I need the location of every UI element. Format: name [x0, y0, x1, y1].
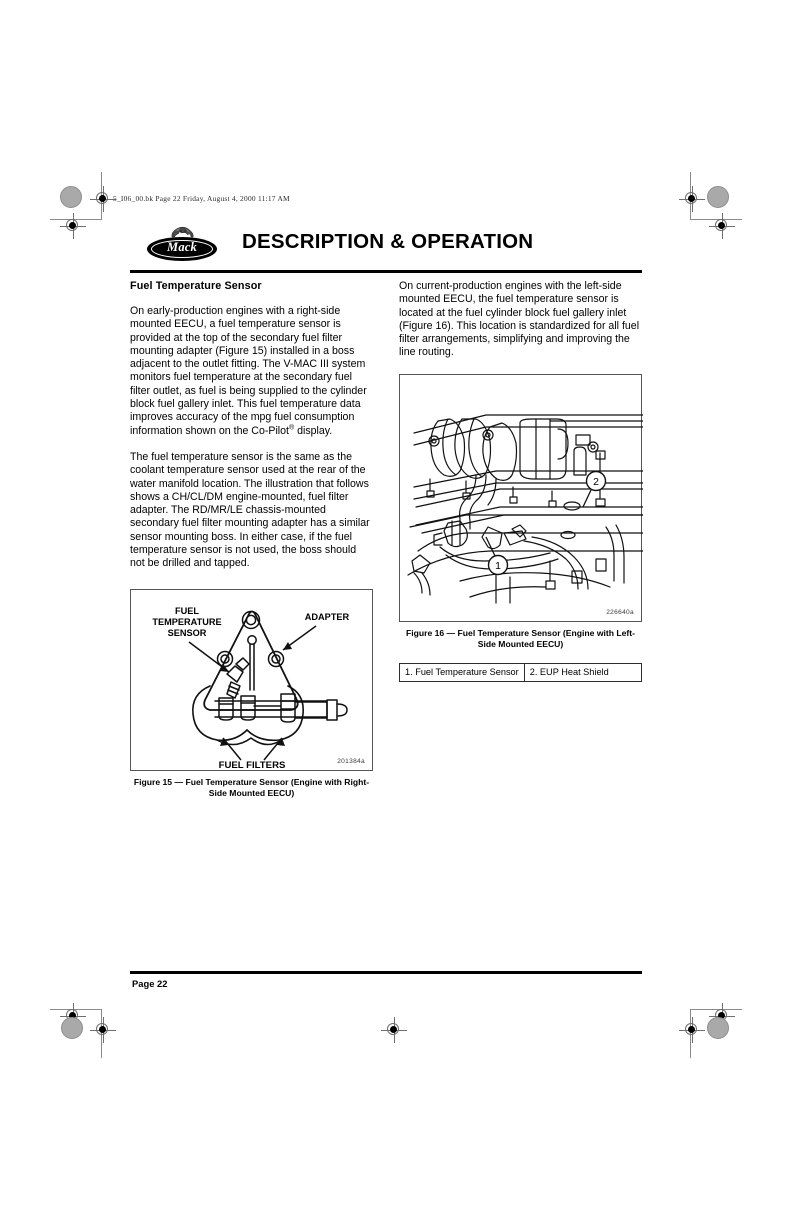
paragraph-left-1: [130, 305, 373, 438]
logo-oval-shape: [147, 237, 217, 261]
footer-rule: [130, 971, 642, 974]
figure-16-image: [399, 374, 642, 622]
figure-16-callout-1: [486, 537, 508, 575]
page-body: [130, 228, 642, 988]
registration-target-bottom-center: [381, 1017, 407, 1043]
registration-circle-top-left: [60, 186, 82, 208]
page-header-band: [130, 228, 642, 274]
svg-text:1: 1: [495, 559, 501, 572]
figure-15-label-adapter: ADAPTER: [304, 611, 350, 622]
figure-15-label-sensor-line1: FUEL: [175, 605, 199, 616]
registration-target-bottom-right: [679, 1017, 705, 1043]
figure-15-caption: Figure 15 — Fuel Temperature Sensor (Engine with Right-Side Mounted EECU): [133, 776, 370, 799]
header-rule: [130, 270, 642, 273]
figure-15-id: 201384a: [337, 757, 365, 765]
figure-16-id: 226640a: [606, 608, 634, 616]
legend-cell-2: 2. EUP Heat Shield: [529, 666, 609, 677]
paragraph-right-1: On current-production engines with the left-side mounted EECU, the fuel temperature sensor is located at the fuel cylinder block fuel gallery inlet (Figure 16). This location is standardized for all fuel filter arrangements, simplifying and improving the line routing.: [399, 280, 640, 359]
paragraph-left-2: The fuel temperature sensor is the same as the coolant temperature sensor used at the rear of the water manifold location. The illustration that follows shows a CH/CL/DM engine-mounted, fuel filter adapter. The RD/MR/LE chassis-mounted secondary fuel filter mounting adapter has a similar sensor mounting boss. In either case, if the fuel temperature sensor is not used, the boss should not be drilled and tapped.: [130, 450, 370, 570]
figure-15-label-fuel-filters: FUEL FILTERS: [218, 759, 286, 771]
left-column: [130, 280, 373, 799]
print-file-header: 5_I06_00.bk Page 22 Friday, August 4, 2000 11:17 AM: [113, 194, 290, 203]
registered-trademark-symbol: ®: [289, 424, 295, 432]
figure-15-label-sensor-line2: TEMPERATURE: [152, 616, 222, 627]
figure-16-legend-table: [399, 663, 642, 682]
figure-16-caption: Figure 16 — Fuel Temperature Sensor (Engine with Left-Side Mounted EECU): [405, 627, 636, 650]
registration-target-bottom-left: [90, 1017, 116, 1043]
logo-wordmark: Mack: [167, 240, 197, 254]
right-column: [399, 280, 642, 682]
registration-target-top-right: [679, 186, 705, 212]
figure-15-image: [130, 589, 373, 771]
section-heading: Fuel Temperature Sensor: [130, 280, 262, 292]
figure-15-label-sensor-line3: SENSOR: [167, 627, 207, 638]
registration-target-right-upper: [709, 213, 735, 239]
registration-circle-top-right: [707, 186, 729, 208]
registration-target-left-upper: [60, 213, 86, 239]
registration-circle-bottom-right: [707, 1017, 729, 1039]
svg-text:2: 2: [593, 475, 599, 488]
fuel-filter-adapter-drawing: [131, 590, 374, 772]
paragraph-left-1-text: On early-production engines with a right-side mounted EECU, a fuel temperature sensor is provided at the top of the secondary fuel filter mounting adapter (Figure 15) installed in a boss adjacent to the outlet fitting. The V-MAC III system monitors fuel temperature at the secondary fuel filter outlet, as fuel is being supplied to the cylinder block fuel gallery inlet. This fuel temperature data improves accuracy of the mpg fuel consumption information shown on the Co-Pilot: [130, 305, 367, 437]
engine-fuel-gallery-drawing: [400, 375, 643, 623]
paragraph-left-1-tail: display.: [294, 424, 333, 437]
legend-cell-1: 1. Fuel Temperature Sensor: [400, 664, 525, 681]
page-title: DESCRIPTION & OPERATION: [242, 230, 534, 253]
registration-circle-bottom-left: [61, 1017, 83, 1039]
mack-bulldog-logo: [147, 227, 217, 261]
footer-page-number: Page 22: [132, 978, 168, 989]
